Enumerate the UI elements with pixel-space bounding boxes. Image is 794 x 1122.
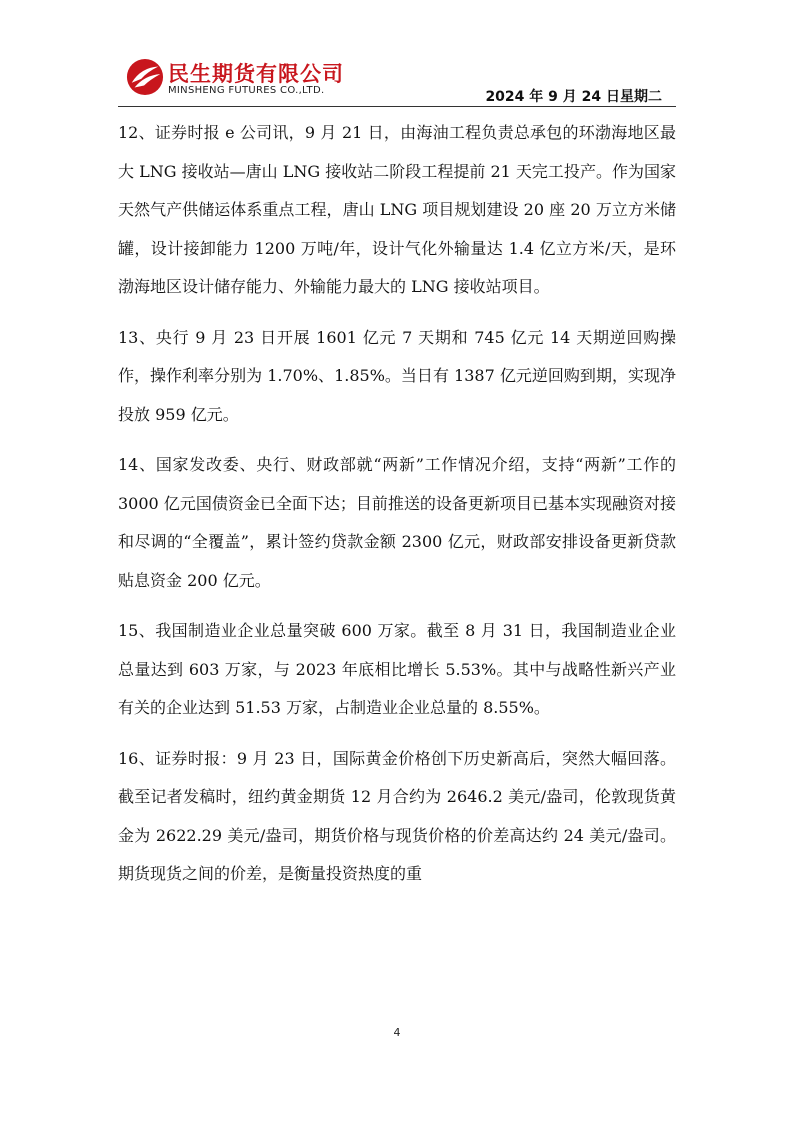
news-item-15: 15、我国制造业企业总量突破 600 万家。截至 8 月 31 日，我国制造业企业总量达到 603 万家，与 2023 年底相比增长 5.53%。其中与战略性新兴产业有关的企业达到 51.53 万家，占制造业企业总量的 8.55%。: [118, 621, 676, 717]
header-divider: [118, 106, 676, 107]
page-number: 4: [393, 1026, 401, 1039]
news-item-16: 16、证券时报：9 月 23 日，国际黄金价格创下历史新高后，突然大幅回落。截至记者发稿时，纽约黄金期货 12 月合约为 2646.2 美元/盎司，伦敦现货黄金为 2622.29 美元/盎司，期货价格与现货价格的价差高达约 24 美元/盎司。期货现货之间的价差，是衡量投资热度的重: [118, 748, 676, 883]
company-name-en: MINSHENG FUTURES CO.,LTD.: [168, 85, 325, 96]
report-date: 2024 年 9 月 24 日星期二: [485, 89, 662, 105]
minsheng-logo-icon: [126, 58, 164, 96]
page-header: [0, 0, 794, 110]
news-item-13: 13、央行 9 月 23 日开展 1601 亿元 7 天期和 745 亿元 14 天期逆回购操作，操作利率分别为 1.70%、1.85%。当日有 1387 亿元逆回购到期，实现净投放 959 亿元。: [118, 327, 676, 424]
news-item-12: 12、证券时报 e 公司讯，9 月 21 日，由海油工程负责总承包的环渤海地区最大 LNG 接收站—唐山 LNG 接收站二阶段工程提前 21 天完工投产。作为国家天然气产供储运体系重点工程，唐山 LNG 项目规划建设 20 座 20 万立方米储罐，设计接卸能力 1200 万吨/年，设计气化外输量达 1.4 亿立方米/天，是环渤海地区设计储存能力、外输能力最大的 LNG 接收站项目。: [118, 123, 676, 296]
company-name-cn: 民生期货有限公司: [168, 62, 344, 86]
news-item-14: 14、国家发改委、央行、财政部就“两新”工作情况介绍，支持“两新”工作的 3000 亿元国债资金已全面下达；目前推送的设备更新项目已基本实现融资对接和尽调的“全覆盖”，累计签约贷款金额 2300 亿元，财政部安排设备更新贷款贴息资金 200 亿元。: [118, 455, 676, 590]
news-content: [118, 114, 676, 906]
